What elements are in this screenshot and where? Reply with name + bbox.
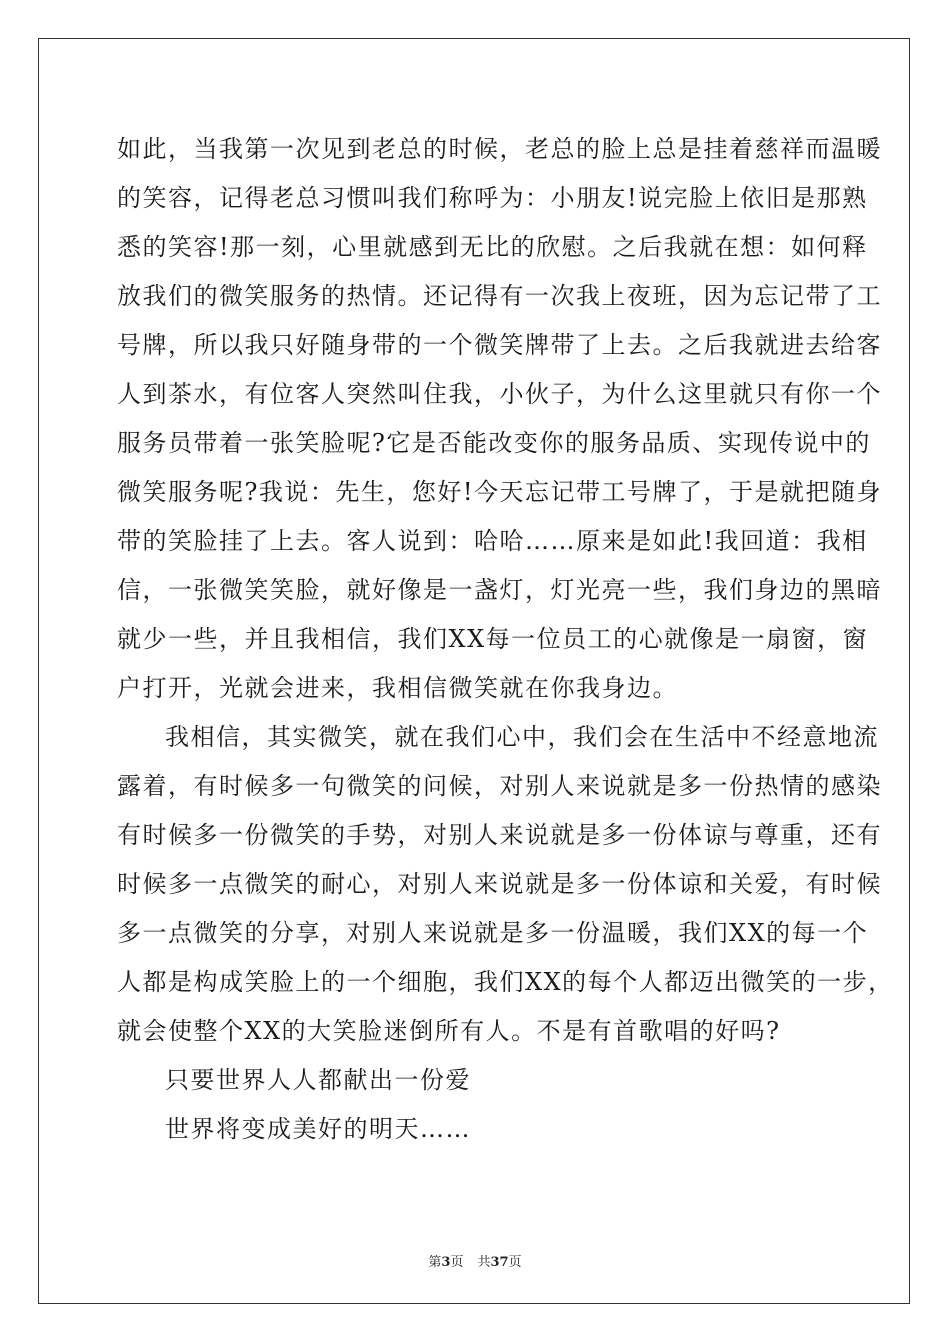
text-line: 号牌，所以我只好随身带的一个微笑牌带了上去。之后我就进去给客 — [117, 331, 882, 359]
text-line: 只要世界人人都献出一份爱 — [165, 1066, 471, 1094]
text-line: 有时候多一份微笑的手势，对别人来说就是多一份体谅与尊重，还有 — [117, 821, 882, 849]
page-number: 3 — [441, 1255, 451, 1270]
text-line: 带的笑脸挂了上去。客人说到：哈哈……原来是如此!我回道：我相 — [117, 527, 868, 555]
text-line: 服务员带着一张笑脸呢?它是否能改变你的服务品质、实现传说中的 — [117, 429, 871, 457]
text-line: 人都是构成笑脸上的一个细胞，我们XX的每个人都迈出微笑的一步， — [117, 968, 894, 996]
text-line: 如此，当我第一次见到老总的时候，老总的脸上总是挂着慈祥而温暖 — [117, 135, 882, 163]
total-prefix: 共 — [477, 1255, 491, 1270]
text-line: 世界将变成美好的明天…… — [165, 1115, 471, 1143]
text-line: 我相信，其实微笑，就在我们心中，我们会在生活中不经意地流 — [165, 723, 879, 751]
page-prefix: 第 — [428, 1255, 442, 1270]
text-line: 信，一张微笑笑脸，就好像是一盏灯，灯光亮一些，我们身边的黑暗 — [117, 576, 882, 604]
page-suffix: 页 — [450, 1255, 464, 1270]
text-line: 多一点微笑的分享，对别人来说就是多一份温暖，我们XX的每一个 — [117, 919, 869, 947]
text-line: 的笑容，记得老总习惯叫我们称呼为：小朋友!说完脸上依旧是那熟 — [117, 184, 868, 212]
text-line: 露着，有时候多一句微笑的问候，对别人来说就是多一份热情的感染 — [117, 772, 882, 800]
total-suffix: 页 — [508, 1255, 522, 1270]
page-footer — [0, 1251, 950, 1270]
text-line: 就会使整个XX的大笑脸迷倒所有人。不是有首歌唱的好吗? — [117, 1017, 781, 1045]
text-line: 户打开，光就会进来，我相信微笑就在你我身边。 — [117, 674, 678, 702]
text-line: 时候多一点微笑的耐心，对别人来说就是多一份体谅和关爱，有时候 — [117, 870, 882, 898]
text-line: 悉的笑容!那一刻，心里就感到无比的欣慰。之后我就在想：如何释 — [117, 233, 868, 261]
text-line: 微笑服务呢?我说：先生，您好!今天忘记带工号牌了，于是就把随身 — [117, 478, 883, 506]
text-line: 放我们的微笑服务的热情。还记得有一次我上夜班，因为忘记带了工 — [117, 282, 882, 310]
text-line: 人到茶水，有位客人突然叫住我，小伙子，为什么这里就只有你一个 — [117, 380, 882, 408]
total-pages: 37 — [490, 1255, 509, 1270]
text-line: 就少一些，并且我相信，我们XX每一位员工的心就像是一扇窗，窗 — [117, 625, 869, 653]
